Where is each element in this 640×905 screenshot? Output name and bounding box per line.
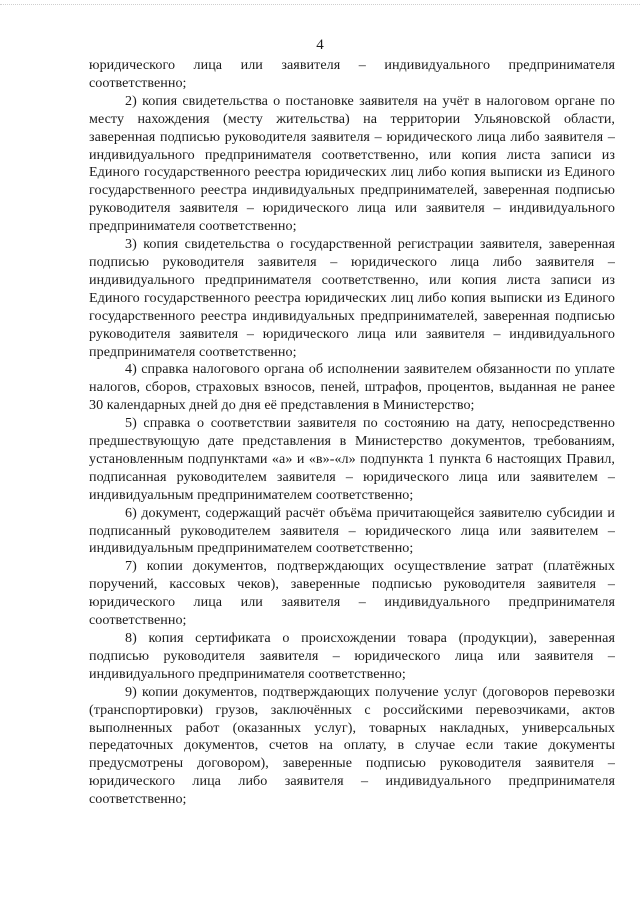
- page-number: 4: [316, 37, 324, 53]
- document-body: [89, 57, 615, 809]
- paragraph-continuation: юридического лица или заявителя – индивидуального предпринимателя соответственно;: [89, 57, 615, 91]
- paragraph-item-4: 4) справка налогового органа об исполнении заявителем обязанности по уплате налогов, сборов, страховых взносов, пеней, штрафов, процентов, выданная не ранее 30 календарных дней до дня её представления в Министерство;: [89, 361, 615, 414]
- paragraph-item-8: 8) копия сертификата о происхождении товара (продукции), заверенная подписью руководителя заявителя – юридического лица или заявителя – индивидуального предпринимателя соответственно;: [89, 630, 615, 682]
- paragraph-item-6: 6) документ, содержащий расчёт объёма причитающейся заявителю субсидии и подписанный руководителем заявителя – юридического лица или заявителем – индивидуальным предпринимателем соответственно;: [89, 504, 615, 557]
- paragraph-item-7: 7) копии документов, подтверждающих осуществление затрат (платёжных поручений, кассовых чеков), заверенные подписью руководителя заявителя – юридического лица или заявителя – индивидуального предпринимателя соответственно;: [89, 558, 615, 629]
- paragraph-item-2: 2) копия свидетельства о постановке заявителя на учёт в налоговом органе по месту нахождения (месту жительства) на территории Ульяновской области, заверенная подписью руководителя заявителя – юридического лица либо заявителя – индивидуального предпринимателя соответственно, или копия листа записи из Единого государственного реестра юридических лиц либо копия выписки из Единого государственного реестра индивидуальных предпринимателей, заверенная подписью руководителя заявителя – юридического лица или заявителя – индивидуального предпринимателя соответственно;: [89, 92, 615, 235]
- paragraph-item-9: 9) копии документов, подтверждающих получение услуг (договоров перевозки (транспортировки) грузов, заключённых с российскими перевозчиками, актов выполненных работ (оказанных услуг), товарных накладных, универсальных передаточных документов, счетов на оплату, в случае если такие документы предусмотрены договором), заверенные подписью руководителя заявителя – юридического лица либо заявителя – индивидуального предпринимателя соответственно;: [89, 683, 615, 808]
- paragraph-item-3: 3) копия свидетельства о государственной регистрации заявителя, заверенная подписью руководителя заявителя – юридического лица либо заявителя – индивидуального предпринимателя соответственно, или копия листа записи из Единого государственного реестра юридических лиц либо копия выписки из Единого государственного реестра индивидуальных предпринимателей, заверенная подписью руководителя заявителя – юридического лица или заявителя – индивидуального предпринимателя соответственно;: [89, 236, 615, 360]
- scan-edge-line: [0, 4, 640, 8]
- paragraph-item-5: 5) справка о соответствии заявителя по состоянию на дату, непосредственно предшествующую дате представления в Министерство документов, требованиям, установленным подпунктами «а» и «в»-«л» подпункта 1 пункта 6 настоящих Правил, подписанная руководителем заявителя – юридического лица или заявителем – индивидуальным предпринимателем соответственно;: [89, 415, 615, 503]
